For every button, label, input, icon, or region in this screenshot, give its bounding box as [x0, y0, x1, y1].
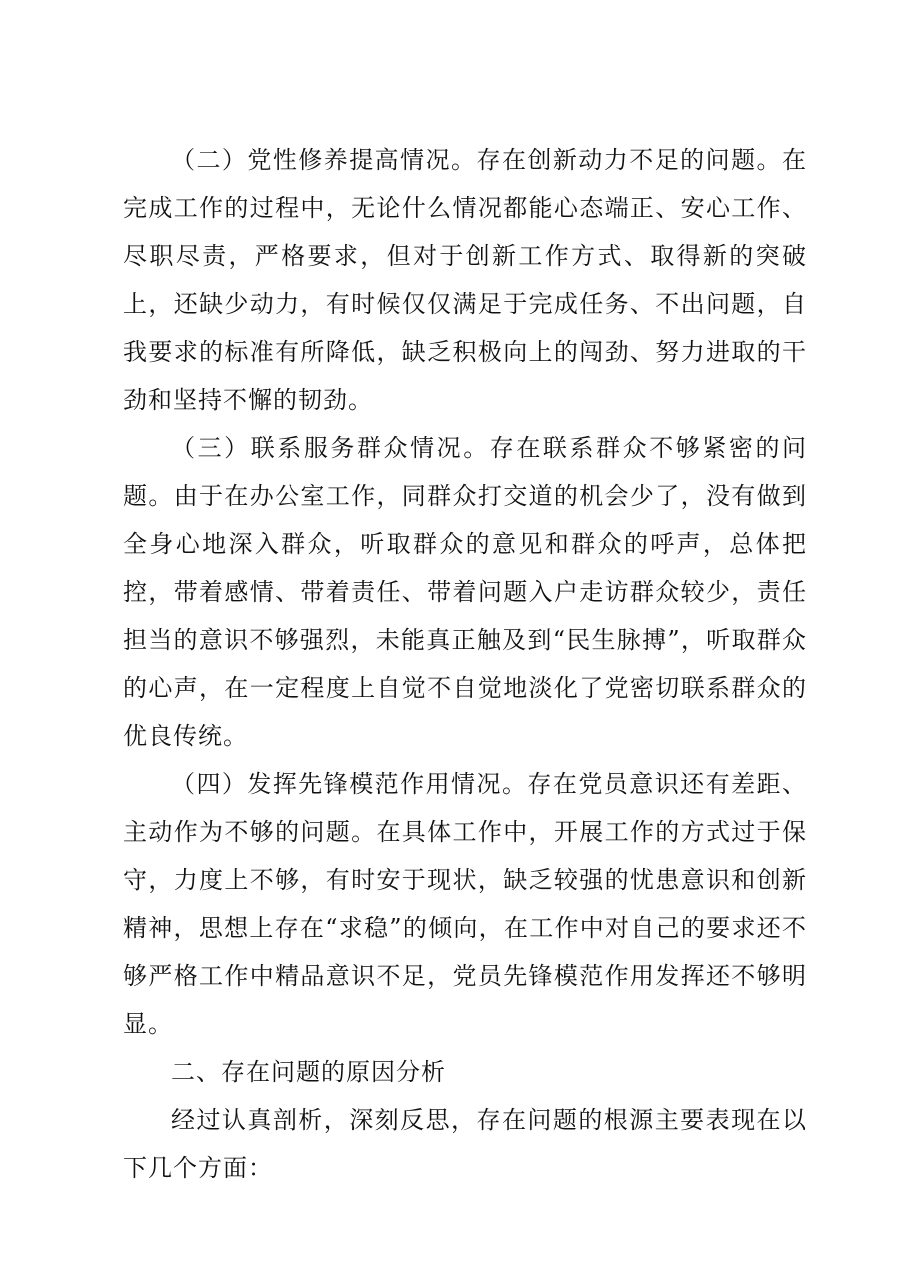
section-body: 存在党员意识还有差距、主动作为不够的问题。在具体工作中，开展工作的方式过于保守，力度上不够，有时安于现状，缺乏较强的忧患意识和创新精神，思想上存在“求稳”的倾向，在工作中对自己的要求还不够严格工作中精品意识不足，党员先锋模范作用发挥还不够明显。: [123, 770, 808, 1038]
section-serving-masses: [123, 424, 807, 760]
section-lead: （四）发挥先锋模范作用情况。: [171, 770, 528, 798]
section-body: 存在联系群众不够紧密的问题。由于在办公室工作，同群众打交道的机会少了，没有做到全身心地深入群众，听取群众的意见和群众的呼声，总体把控，带着感情、带着责任、带着问题入户走访群众较少，责任担当的意识不够强烈，未能真正触及到“民生脉搏”，听取群众的心声，在一定程度上自觉不自觉地淡化了党密切联系群众的优良传统。: [123, 434, 808, 750]
section-lead: （二）党性修养提高情况。: [171, 146, 477, 174]
section-vanguard-role: [123, 760, 807, 1048]
section-party-spirit: [123, 136, 807, 424]
section-lead: （三）联系服务群众情况。: [171, 434, 490, 462]
section-heading-cause-analysis: 二、存在问题的原因分析: [171, 1058, 446, 1086]
closing-paragraph: 经过认真剖析，深刻反思，存在问题的根源主要表现在以下几个方面：: [123, 1106, 807, 1182]
section-body: 存在创新动力不足的问题。在完成工作的过程中，无论什么情况都能心态端正、安心工作、尽职尽责，严格要求，但对于创新工作方式、取得新的突破上，还缺少动力，有时候仅仅满足于完成任务、不出问题，自我要求的标准有所降低，缺乏积极向上的闯劲、努力进取的干劲和坚持不懈的韧劲。: [123, 146, 807, 414]
document-body: [123, 136, 807, 1192]
